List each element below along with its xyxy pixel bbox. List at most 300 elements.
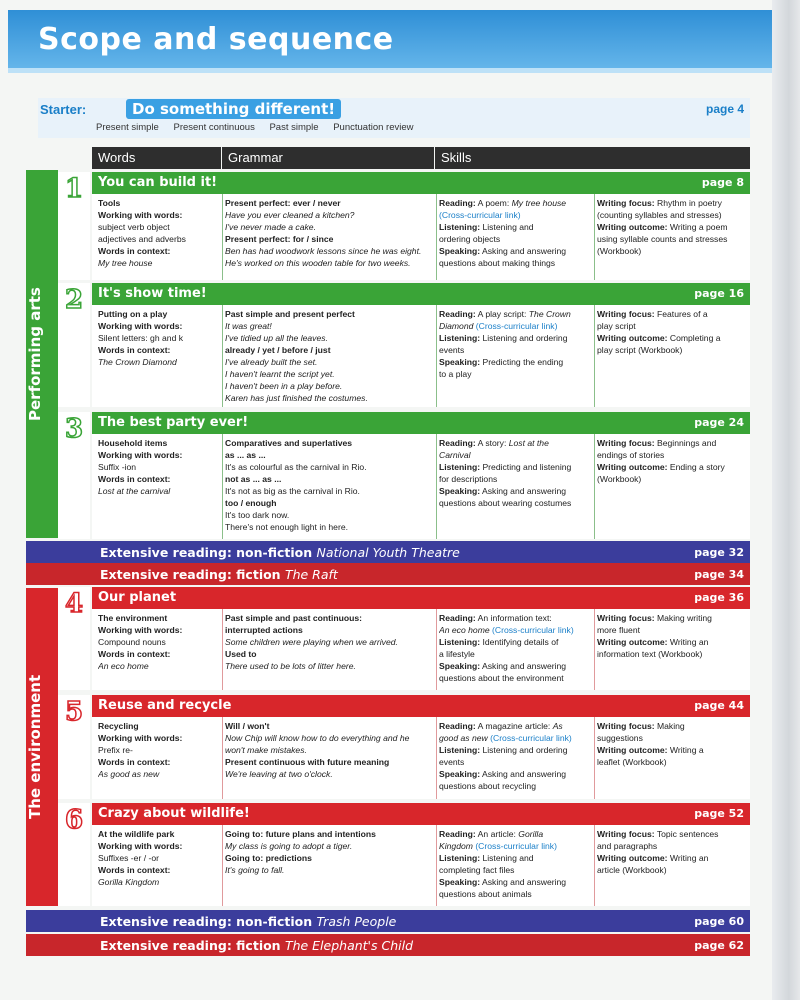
italic-text: It's going to fall.	[225, 865, 285, 875]
cell-line	[597, 197, 749, 209]
cell-line	[439, 308, 591, 320]
cell-line	[439, 368, 591, 380]
italic-text: Some children were playing when we arrived.	[225, 637, 398, 647]
cell-line	[98, 636, 220, 648]
bold-label: Present perfect: for / since	[225, 234, 334, 244]
text: to a play	[439, 369, 472, 379]
cell-line	[597, 720, 749, 732]
cell-line	[98, 473, 220, 485]
cell-line	[439, 732, 591, 744]
text: Asking and answering	[480, 769, 567, 779]
unit-page-number: page 36	[694, 591, 744, 604]
bold-label: Present continuous with future meaning	[225, 757, 390, 767]
cell-line	[225, 392, 433, 404]
italic-text: I haven't been in a play before.	[225, 381, 343, 391]
cell-line	[439, 612, 591, 624]
unit-title-bar	[92, 283, 750, 305]
cell-line	[225, 257, 433, 269]
cell-words	[98, 308, 220, 406]
cell-line	[597, 245, 749, 257]
unit-title: Our planet	[98, 590, 177, 605]
cell-line	[597, 828, 749, 840]
cell-line	[98, 720, 220, 732]
cell-line	[597, 308, 749, 320]
column-divider	[436, 194, 437, 280]
text: events	[439, 345, 465, 355]
extensive-reading-page: page 60	[694, 915, 744, 928]
unit-page-number: page 8	[701, 176, 744, 189]
bold-label: Writing outcome:	[597, 637, 668, 647]
cell-writing	[597, 720, 749, 798]
text: Writing a	[667, 745, 704, 755]
unit-title: Reuse and recycle	[98, 698, 232, 713]
cell-line	[439, 648, 591, 660]
cell-grammar	[225, 197, 433, 279]
cell-line	[439, 780, 591, 792]
bold-label: Reading:	[439, 829, 476, 839]
text: Identifying details of	[480, 637, 559, 647]
bold-label: interrupted actions	[225, 625, 303, 635]
bold-label: Speaking:	[439, 769, 481, 779]
italic-text: Diamond	[439, 321, 476, 331]
cell-grammar	[225, 612, 433, 689]
italic-text: My tree house	[98, 258, 153, 268]
bold-label: Past simple and present perfect	[225, 309, 355, 319]
unit-title-bar	[92, 695, 750, 717]
column-divider	[222, 609, 223, 690]
extensive-reading-label: Extensive reading: non-fiction	[100, 545, 317, 560]
bold-label: Writing outcome:	[597, 222, 668, 232]
cell-line	[98, 840, 220, 852]
cell-line	[225, 473, 433, 485]
text: questions about making things	[439, 258, 556, 268]
cell-line	[597, 648, 749, 660]
cell-line	[98, 461, 220, 473]
cell-line	[597, 756, 749, 768]
text: (Workbook)	[597, 474, 642, 484]
cell-line	[225, 233, 433, 245]
text: Silent letters: gh and k	[98, 333, 184, 343]
cell-line	[597, 612, 749, 624]
extensive-reading-title: National Youth Theatre	[316, 545, 460, 560]
bold-label: Writing outcome:	[597, 853, 668, 863]
cell-line	[98, 612, 220, 624]
text: A poem:	[475, 198, 512, 208]
cell-line	[225, 744, 433, 756]
cell-line	[225, 660, 433, 672]
cell-line	[439, 332, 591, 344]
cell-line	[597, 209, 749, 221]
cell-line	[439, 320, 591, 332]
text: questions about the environment	[439, 673, 564, 683]
text: (counting syllables and stresses)	[597, 210, 722, 220]
cell-grammar	[225, 437, 433, 538]
cell-line	[439, 876, 591, 888]
unit-number: 6	[58, 803, 90, 906]
cell-line	[439, 209, 591, 221]
cell-line	[98, 768, 220, 780]
bold-label: Listening:	[439, 637, 481, 647]
cell-line	[98, 209, 220, 221]
cell-line	[597, 344, 749, 356]
cell-line	[225, 485, 433, 497]
italic-text: We're leaving at two o'clock.	[225, 769, 333, 779]
text: Topic sentences	[654, 829, 719, 839]
text: An information text:	[475, 613, 552, 623]
italic-text: He's worked on this wooden table for two weeks.	[225, 258, 411, 268]
extensive-reading-bar	[92, 541, 750, 563]
bold-label: Words in context:	[98, 757, 171, 767]
extensive-reading-side-fill	[26, 563, 92, 585]
cell-line	[225, 344, 433, 356]
column-divider	[436, 825, 437, 906]
cell-line	[439, 344, 591, 356]
italic-text: won't make mistakes.	[225, 745, 307, 755]
unit-number: 1	[58, 172, 90, 280]
cell-line	[225, 449, 433, 461]
bold-label: Writing focus:	[597, 309, 655, 319]
extensive-reading-label: Extensive reading: fiction	[100, 567, 285, 582]
bold-label: Listening:	[439, 745, 481, 755]
text: article (Workbook)	[597, 865, 667, 875]
cell-line	[225, 648, 433, 660]
cell-line	[98, 332, 220, 344]
text: Prefix re-	[98, 745, 133, 755]
bold-label: Writing outcome:	[597, 333, 668, 343]
text: A play script:	[475, 309, 529, 319]
italic-text: As	[552, 721, 563, 731]
text: leaflet (Workbook)	[597, 757, 667, 767]
bold-label: Speaking:	[439, 246, 481, 256]
extensive-reading-bar	[92, 910, 750, 932]
text: Rhythm in poetry	[654, 198, 722, 208]
cell-line	[597, 437, 749, 449]
text: There's not enough light in here.	[225, 522, 348, 532]
cell-line	[98, 744, 220, 756]
cell-line	[597, 473, 749, 485]
cell-line	[439, 888, 591, 900]
text: suggestions	[597, 733, 643, 743]
cell-line	[597, 852, 749, 864]
cell-line	[439, 245, 591, 257]
bold-label: Listening:	[439, 222, 481, 232]
cell-writing	[597, 197, 749, 279]
text: An article:	[475, 829, 519, 839]
cross-curricular-link: (Cross-curricular link)	[492, 625, 574, 635]
cell-line	[98, 876, 220, 888]
bold-label: Working with words:	[98, 733, 183, 743]
cell-line	[225, 732, 433, 744]
italic-text: Ben has had woodwork lessons since he was eight.	[225, 246, 422, 256]
cell-line	[225, 768, 433, 780]
unit-title: Crazy about wildlife!	[98, 806, 250, 821]
bold-label: Household items	[98, 438, 168, 448]
bold-label: Listening:	[439, 462, 481, 472]
cell-line	[225, 864, 433, 876]
cell-line	[98, 660, 220, 672]
cell-line	[225, 521, 433, 533]
starter-title: Do something different!	[126, 99, 341, 119]
starter-topic: Present continuous	[173, 122, 255, 133]
cell-line	[597, 840, 749, 852]
bold-label: Writing focus:	[597, 613, 655, 623]
cell-line	[225, 720, 433, 732]
italic-text: Now Chip will know how to do everything and he	[225, 733, 410, 743]
bold-label: Reading:	[439, 613, 476, 623]
cell-line	[439, 437, 591, 449]
cell-line	[225, 828, 433, 840]
starter-page-number: page 4	[705, 102, 744, 116]
column-divider	[222, 194, 223, 280]
cell-line	[98, 197, 220, 209]
italic-text: I've already built the set.	[225, 357, 318, 367]
cell-line	[98, 437, 220, 449]
cell-line	[98, 257, 220, 269]
text: Predicting the ending	[480, 357, 564, 367]
cell-line	[225, 612, 433, 624]
bold-label: as ... as ...	[225, 450, 266, 460]
unit-page-number: page 16	[694, 287, 744, 300]
text: Features of a	[654, 309, 708, 319]
cell-writing	[597, 437, 749, 538]
cell-skills	[439, 308, 591, 406]
text: Listening and ordering	[480, 333, 568, 343]
italic-text: I've tidied up all the leaves.	[225, 333, 328, 343]
bold-label: Speaking:	[439, 357, 481, 367]
cell-line	[98, 308, 220, 320]
unit-number: 3	[58, 412, 90, 539]
cell-line	[597, 332, 749, 344]
italic-text: Kingdom	[439, 841, 476, 851]
italic-text: As good as new	[98, 769, 160, 779]
column-divider	[594, 609, 595, 690]
section-sidebar-environment	[26, 588, 58, 906]
section-label: Performing arts	[26, 287, 44, 421]
italic-text: The Crown	[528, 309, 571, 319]
cell-line	[98, 485, 220, 497]
unit-number: 4	[58, 587, 90, 690]
extensive-reading-title: The Raft	[284, 567, 338, 582]
italic-text: Gorilla Kingdom	[98, 877, 160, 887]
bold-label: Putting on a play	[98, 309, 168, 319]
extensive-reading-side-fill	[26, 910, 92, 932]
italic-text: good as new	[439, 733, 491, 743]
italic-text: An eco home	[439, 625, 493, 635]
text: A story:	[475, 438, 509, 448]
cell-line	[98, 648, 220, 660]
cell-line	[225, 497, 433, 509]
page-edge	[772, 0, 800, 1000]
bold-label: Working with words:	[98, 321, 183, 331]
text: It's too dark now.	[225, 510, 290, 520]
bold-label: Speaking:	[439, 661, 481, 671]
text: endings of stories	[597, 450, 665, 460]
bold-label: Working with words:	[98, 210, 183, 220]
bold-label: Writing focus:	[597, 721, 655, 731]
starter-topic: Present simple	[96, 122, 159, 133]
bold-label: Working with words:	[98, 625, 183, 635]
text: Asking and answering	[480, 486, 567, 496]
unit-number: 5	[58, 695, 90, 799]
cell-words	[98, 612, 220, 689]
cell-line	[98, 756, 220, 768]
cell-line	[225, 852, 433, 864]
cell-line	[439, 864, 591, 876]
text: Predicting and listening	[480, 462, 572, 472]
cell-line	[98, 732, 220, 744]
cross-curricular-link: (Cross-curricular link)	[475, 321, 558, 331]
text: questions about wearing costumes	[439, 498, 572, 508]
cell-line	[439, 497, 591, 509]
unit-page-number: page 24	[694, 416, 744, 429]
text: It's not as big as the carnival in Rio.	[225, 486, 360, 496]
extensive-reading-page: page 62	[694, 939, 744, 952]
extensive-reading-page: page 32	[694, 546, 744, 559]
text: Completing a	[667, 333, 721, 343]
cross-curricular-link: (Cross-curricular link)	[439, 210, 521, 220]
unit-title-bar	[92, 172, 750, 194]
header-band	[8, 10, 772, 73]
cell-line	[225, 461, 433, 473]
cell-words	[98, 828, 220, 905]
text: Writing an	[667, 637, 709, 647]
column-divider	[222, 825, 223, 906]
cell-words	[98, 437, 220, 538]
italic-text: The Crown Diamond	[98, 357, 177, 367]
text: events	[439, 757, 465, 767]
bold-label: too / enough	[225, 498, 277, 508]
text: using syllable counts and stresses	[597, 234, 728, 244]
bold-label: Working with words:	[98, 450, 183, 460]
cell-line	[439, 660, 591, 672]
column-divider	[222, 717, 223, 799]
cell-line	[225, 380, 433, 392]
column-header-words: Words	[92, 147, 221, 169]
text: Compound nouns	[98, 637, 166, 647]
column-header-skills: Skills	[435, 147, 750, 169]
cell-line	[98, 852, 220, 864]
column-divider	[594, 434, 595, 539]
text: subject verb object	[98, 222, 170, 232]
cell-writing	[597, 308, 749, 406]
cell-line	[98, 828, 220, 840]
cell-line	[98, 356, 220, 368]
cell-line	[597, 449, 749, 461]
extensive-reading-title: The Elephant's Child	[284, 938, 414, 953]
italic-text: It was great!	[225, 321, 272, 331]
bold-label: Working with words:	[98, 841, 183, 851]
italic-text: There used to be lots of litter here.	[225, 661, 356, 671]
bold-label: Writing focus:	[597, 829, 655, 839]
cell-line	[225, 509, 433, 521]
bold-label: At the wildlife park	[98, 829, 175, 839]
column-divider	[594, 825, 595, 906]
cell-line	[225, 320, 433, 332]
italic-text: Lost at the carnival	[98, 486, 171, 496]
cell-grammar	[225, 720, 433, 798]
italic-text: Carnival	[439, 450, 471, 460]
cell-line	[98, 344, 220, 356]
cell-line	[98, 245, 220, 257]
cell-line	[439, 485, 591, 497]
bold-label: Speaking:	[439, 877, 481, 887]
italic-text: Have you ever cleaned a kitchen?	[225, 210, 355, 220]
cell-words	[98, 197, 220, 279]
bold-label: Reading:	[439, 309, 476, 319]
italic-text: Gorilla	[518, 829, 544, 839]
extensive-reading-label: Extensive reading: fiction	[100, 938, 285, 953]
cell-line	[225, 756, 433, 768]
cell-line	[439, 257, 591, 269]
starter-topics	[96, 122, 426, 133]
column-divider	[436, 305, 437, 407]
cell-line	[225, 308, 433, 320]
cell-line	[98, 624, 220, 636]
italic-text: Karen has just finished the costumes.	[225, 393, 368, 403]
cell-skills	[439, 612, 591, 689]
unit-title-bar	[92, 412, 750, 434]
cell-line	[597, 744, 749, 756]
cell-line	[597, 233, 749, 245]
column-divider	[436, 717, 437, 799]
unit-title: It's show time!	[98, 286, 207, 301]
text: Asking and answering	[480, 877, 567, 887]
extensive-reading-side-fill	[26, 541, 92, 563]
bold-label: Speaking:	[439, 486, 481, 496]
text: Making writing	[654, 613, 712, 623]
cell-line	[439, 828, 591, 840]
bold-label: Going to: future plans and intentions	[225, 829, 376, 839]
cell-line	[439, 449, 591, 461]
text: Ending a story	[667, 462, 725, 472]
bold-label: Listening:	[439, 333, 481, 343]
unit-page-number: page 44	[694, 699, 744, 712]
text: Suffixes -er / -or	[98, 853, 159, 863]
text: information text (Workbook)	[597, 649, 703, 659]
bold-label: Words in context:	[98, 474, 171, 484]
unit-page-number: page 52	[694, 807, 744, 820]
unit-number: 2	[58, 283, 90, 407]
starter-topic: Punctuation review	[333, 122, 414, 133]
cell-line	[439, 461, 591, 473]
cell-line	[439, 756, 591, 768]
starter-topic: Past simple	[269, 122, 319, 133]
bold-label: Words in context:	[98, 649, 171, 659]
cell-line	[225, 840, 433, 852]
text: adjectives and adverbs	[98, 234, 186, 244]
italic-text: My tree house	[511, 198, 567, 208]
bold-label: Present perfect: ever / never	[225, 198, 341, 208]
column-divider	[594, 194, 595, 280]
bold-label: Going to: predictions	[225, 853, 312, 863]
text: A magazine article:	[475, 721, 553, 731]
bold-label: Words in context:	[98, 345, 171, 355]
extensive-reading-label: Extensive reading: non-fiction	[100, 914, 317, 929]
cell-line	[597, 864, 749, 876]
cell-words	[98, 720, 220, 798]
bold-label: Writing focus:	[597, 198, 655, 208]
extensive-reading-page: page 34	[694, 568, 744, 581]
cell-line	[225, 437, 433, 449]
column-divider	[436, 434, 437, 539]
cell-line	[98, 864, 220, 876]
extensive-reading-bar	[92, 934, 750, 956]
extensive-reading-bar	[92, 563, 750, 585]
cell-line	[597, 624, 749, 636]
cell-line	[225, 197, 433, 209]
unit-title: The best party ever!	[98, 415, 249, 430]
text: Writing a poem	[667, 222, 728, 232]
